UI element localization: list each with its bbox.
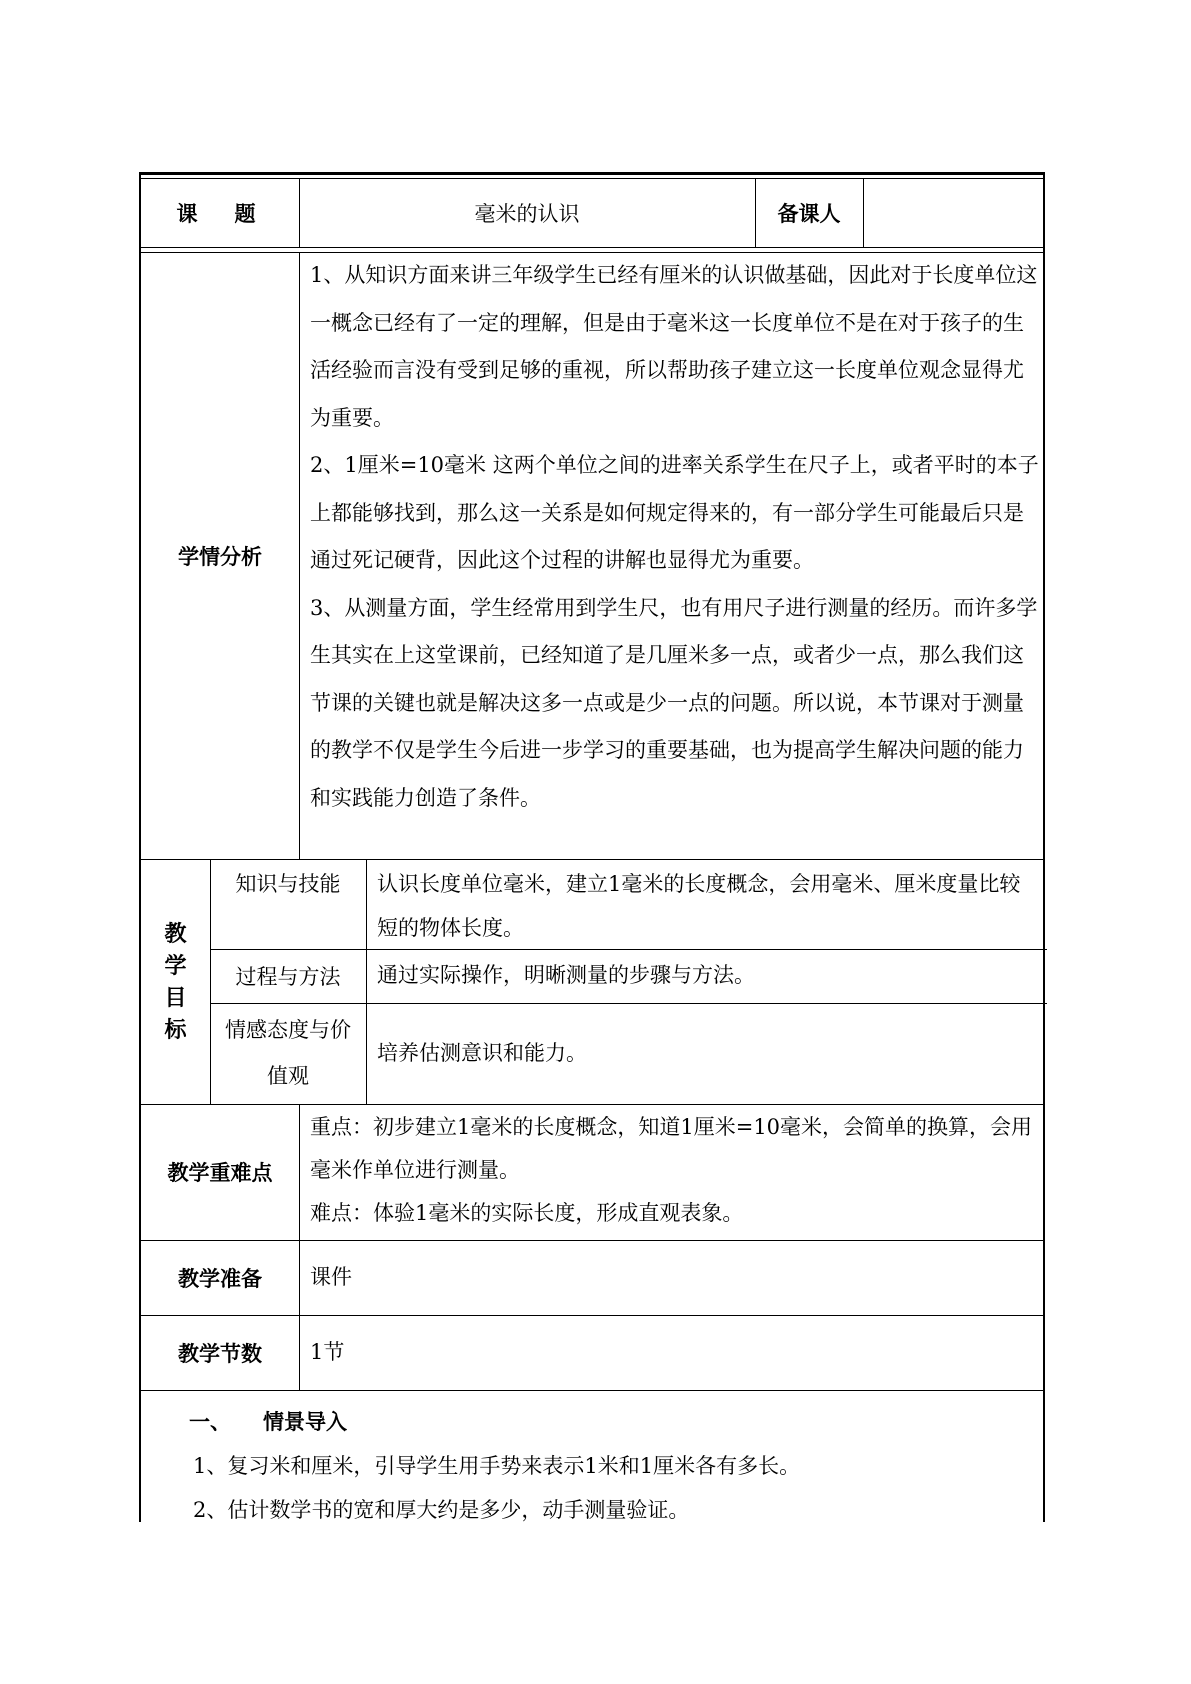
goals-label-char: 教 — [164, 920, 187, 947]
process-section — [141, 1390, 1047, 1522]
goals-label — [141, 859, 210, 1104]
analysis-paragraph: 2、1厘米=10毫米 这两个单位之间的进率关系学生在尺子上，或者平时的本子上都能够找到，那么这一关系是如何规定得来的，有一部分学生可能最后只是通过死记硬背，因此这个过程的讲解也显得尤为重要。 — [310, 453, 1039, 572]
preparation-label: 教学准备 — [178, 1265, 262, 1291]
difficult-point-line: 难点：体验1毫米的实际长度，形成直观表象。 — [310, 1201, 744, 1225]
analysis-label: 学情分析 — [178, 543, 262, 569]
preparer-label: 备课人 — [777, 200, 841, 226]
goal-knowledge-value: 认识长度单位毫米，建立1毫米的长度概念，会用毫米、厘米度量比较短的物体长度。 — [377, 872, 1021, 940]
process-item: 1、复习米和厘米，引导学生用手势来表示1米和1厘米各有多长。 — [193, 1454, 801, 1478]
section-title: 情景导入 — [263, 1409, 347, 1434]
key-points-label: 教学重难点 — [167, 1160, 273, 1185]
analysis-content — [299, 252, 1047, 859]
section-number: 一、 — [189, 1409, 231, 1434]
goals-label-char: 目 — [164, 984, 187, 1011]
goals-label-char: 标 — [164, 1016, 187, 1043]
goal-process-label: 过程与方法 — [235, 965, 341, 989]
goals-label-char: 学 — [164, 952, 187, 979]
topic-value: 毫米的认识 — [474, 201, 580, 226]
table-top-border — [141, 172, 1043, 175]
topic-label: 课 题 — [176, 200, 264, 226]
goal-emotion-value: 培养估测意识和能力。 — [377, 1040, 587, 1065]
periods-value: 1节 — [310, 1339, 345, 1364]
row-divider — [141, 247, 1043, 248]
key-point-line: 重点：初步建立1毫米的长度概念，知道1厘米=10毫米，会简单的换算，会用毫米作单位进行测量。 — [310, 1115, 1033, 1182]
preparation-value: 课件 — [310, 1264, 352, 1289]
lesson-plan-table — [139, 172, 1045, 1522]
analysis-paragraph: 3、从测量方面，学生经常用到学生尺，也有用尺子进行测量的经历。而许多学生其实在上这堂课前，已经知道了是几厘米多一点，或者少一点，那么我们这节课的关键也就是解决这多一点或是少一点的问题。所以说，本节课对于测量的教学不仅是学生今后进一步学习的重要基础，也为提高学生解决问题的能力和实践能力创造了条件。 — [310, 595, 1038, 810]
preparer-value — [863, 178, 1047, 247]
goal-emotion-label: 情感态度与价值观 — [225, 1018, 351, 1088]
key-points-content — [299, 1104, 1047, 1240]
goal-knowledge-label: 知识与技能 — [235, 872, 341, 896]
process-item: 2、估计数学书的宽和厚大约是多少，动手测量验证。 — [193, 1498, 690, 1522]
periods-label: 教学节数 — [178, 1340, 262, 1366]
analysis-paragraph: 1、从知识方面来讲三年级学生已经有厘米的认识做基础，因此对于长度单位这一概念已经有了一定的理解，但是由于毫米这一长度单位不是在对于孩子的生活经验而言没有受到足够的重视，所以帮助孩子建立这一长度单位观念显得尤为重要。 — [310, 263, 1038, 430]
goal-process-value: 通过实际操作，明晰测量的步骤与方法。 — [377, 963, 755, 988]
